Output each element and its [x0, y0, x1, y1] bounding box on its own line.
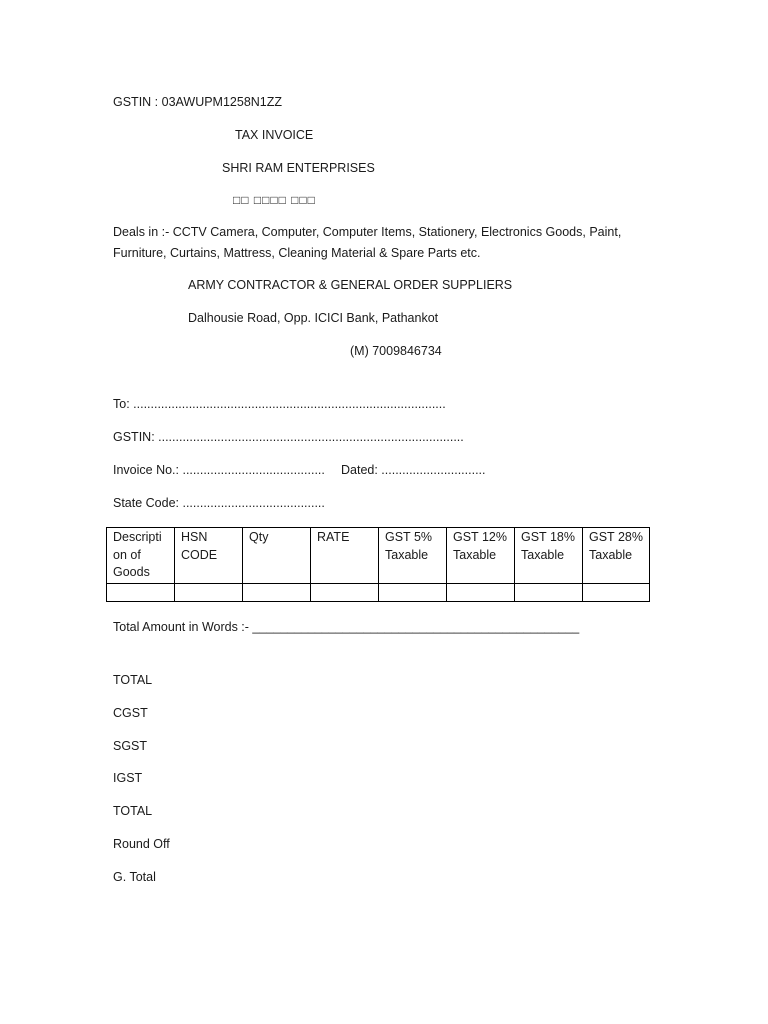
deals-in-text: Deals in :- CCTV Camera, Computer, Computer Items, Stationery, Electronics Goods, Paint, Furniture, Curtains, Mattress, Cleaning Material & Spare Parts etc.	[113, 225, 622, 260]
column-header-gst-28: GST 28% Taxable	[583, 528, 650, 584]
table-row	[107, 583, 650, 601]
sgst-label: SGST	[113, 739, 148, 753]
mobile-number: (M) 7009846734	[350, 344, 442, 358]
document-title: TAX INVOICE	[235, 128, 314, 142]
table-cell	[311, 583, 379, 601]
igst-label: IGST	[113, 771, 143, 785]
table-cell	[243, 583, 311, 601]
table-header-row	[107, 528, 650, 584]
table-cell	[583, 583, 650, 601]
table-cell	[107, 583, 175, 601]
amount-in-words: Total Amount in Words :- _______________________________________________	[113, 620, 580, 634]
column-header-description: Descripti on of Goods	[107, 528, 175, 584]
column-header-gst-5: GST 5% Taxable	[379, 528, 447, 584]
table-cell	[447, 583, 515, 601]
table-cell	[175, 583, 243, 601]
column-header-gst-18: GST 18% Taxable	[515, 528, 583, 584]
to-field: To: ..........................................................................................	[113, 397, 446, 411]
company-name-script: □□ □□□□ □□□	[233, 193, 316, 207]
invoice-number-field: Invoice No.: .........................................	[113, 463, 325, 477]
state-code-field: State Code: .........................................	[113, 496, 325, 510]
cgst-label: CGST	[113, 706, 148, 720]
table-cell	[379, 583, 447, 601]
column-header-qty: Qty	[243, 528, 311, 584]
address-line: Dalhousie Road, Opp. ICICI Bank, Pathankot	[188, 311, 439, 325]
items-table	[106, 527, 650, 602]
round-off-label: Round Off	[113, 837, 170, 851]
dated-field: Dated: ..............................	[341, 463, 486, 477]
buyer-gstin-field: GSTIN: ........................................................................................	[113, 430, 464, 444]
total-label: TOTAL	[113, 673, 153, 687]
contractor-line: ARMY CONTRACTOR & GENERAL ORDER SUPPLIERS	[188, 278, 513, 292]
column-header-hsn-code: HSN CODE	[175, 528, 243, 584]
table-cell	[515, 583, 583, 601]
total-after-tax-label: TOTAL	[113, 804, 153, 818]
gstin-header: GSTIN : 03AWUPM1258N1ZZ	[113, 95, 283, 109]
grand-total-label: G. Total	[113, 870, 156, 884]
company-name: SHRI RAM ENTERPRISES	[222, 161, 375, 175]
column-header-rate: RATE	[311, 528, 379, 584]
column-header-gst-12: GST 12% Taxable	[447, 528, 515, 584]
